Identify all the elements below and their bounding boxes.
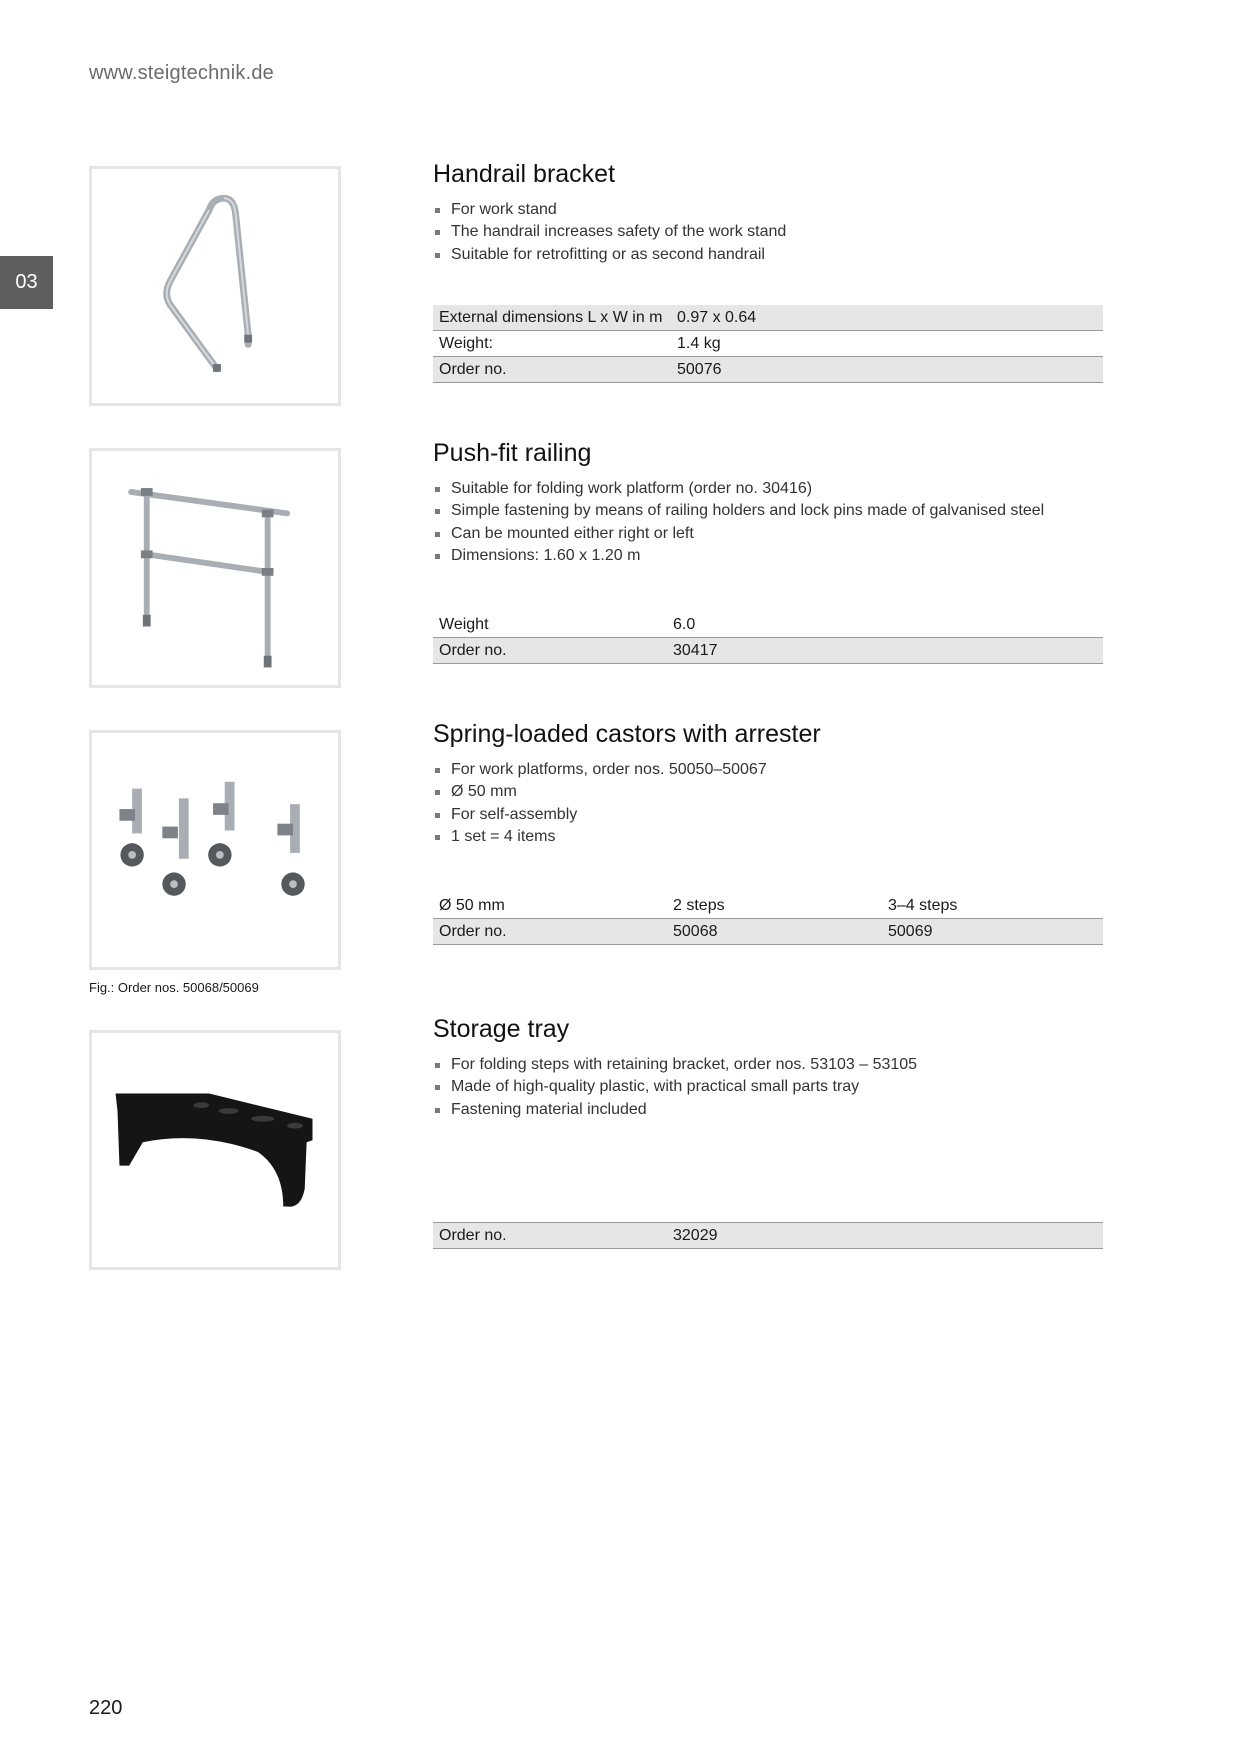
spec-row [433, 357, 1103, 383]
spec-row [433, 638, 1103, 664]
spec-header-cell: 3–4 steps [882, 893, 1103, 919]
spec-row [433, 919, 1103, 945]
feature-item: Suitable for folding work platform (order no. 30416) [433, 478, 1044, 500]
spec-label: Order no. [433, 919, 667, 945]
feature-item: Dimensions: 1.60 x 1.20 m [433, 545, 1044, 567]
spec-value: 50076 [671, 357, 1103, 383]
page-number: 220 [89, 1697, 123, 1719]
site-url: www.steigtechnik.de [89, 62, 275, 84]
spec-label: Weight [433, 612, 667, 638]
push-fit-railing-image [89, 448, 341, 688]
push-fit-railing-illustration [92, 451, 338, 685]
feature-item: For self-assembly [433, 804, 767, 826]
spec-table [433, 893, 1103, 945]
spec-label: Order no. [433, 1223, 667, 1249]
spec-header-cell: Ø 50 mm [433, 893, 667, 919]
spec-table [433, 305, 1103, 383]
castor-4 [277, 804, 304, 896]
castor-2 [162, 798, 188, 896]
spec-label: Order no. [433, 638, 667, 664]
product-title: Push-fit railing [433, 439, 592, 467]
castors-image [89, 730, 341, 970]
feature-item: For folding steps with retaining bracket, order nos. 53103 – 53105 [433, 1054, 917, 1076]
castor-3 [208, 782, 234, 867]
spec-row [433, 305, 1103, 331]
feature-item: For work platforms, order nos. 50050–50067 [433, 759, 767, 781]
castor-1 [119, 789, 143, 867]
spec-value: 32029 [667, 1223, 1103, 1249]
spec-value: 50069 [882, 919, 1103, 945]
feature-item: 1 set = 4 items [433, 826, 767, 848]
spec-value: 0.97 x 0.64 [671, 305, 1103, 331]
handrail-bracket-image [89, 166, 341, 406]
spec-label: Weight: [433, 331, 671, 357]
feature-item: Made of high-quality plastic, with practical small parts tray [433, 1076, 917, 1098]
spec-label: External dimensions L x W in m [433, 305, 671, 331]
spec-header-row [433, 893, 1103, 919]
feature-item: Can be mounted either right or left [433, 523, 1044, 545]
feature-item: Suitable for retrofitting or as second handrail [433, 244, 786, 266]
feature-list [433, 1054, 917, 1121]
spec-row [433, 331, 1103, 357]
handrail-bracket-illustration [92, 169, 338, 403]
feature-item: The handrail increases safety of the work stand [433, 221, 786, 243]
storage-tray-illustration [92, 1033, 338, 1267]
spec-table [433, 612, 1103, 664]
spec-row [433, 612, 1103, 638]
feature-list [433, 478, 1044, 568]
spec-label: Order no. [433, 357, 671, 383]
feature-list [433, 199, 786, 266]
feature-item: Ø 50 mm [433, 781, 767, 803]
castors-illustration [92, 733, 338, 967]
spec-value: 6.0 [667, 612, 1103, 638]
feature-item: Simple fastening by means of railing holders and lock pins made of galvanised steel [433, 500, 1044, 522]
figure-caption: Fig.: Order nos. 50068/50069 [89, 980, 259, 995]
feature-list [433, 759, 767, 849]
product-title: Storage tray [433, 1015, 570, 1043]
product-title: Spring-loaded castors with arrester [433, 720, 821, 748]
spec-header-cell: 2 steps [667, 893, 882, 919]
spec-value: 50068 [667, 919, 882, 945]
spec-row [433, 1223, 1103, 1249]
chapter-tab: 03 [0, 256, 53, 309]
product-title: Handrail bracket [433, 160, 616, 188]
feature-item: For work stand [433, 199, 786, 221]
storage-tray-image [89, 1030, 341, 1270]
spec-value: 30417 [667, 638, 1103, 664]
spec-table [433, 1222, 1103, 1249]
feature-item: Fastening material included [433, 1099, 917, 1121]
spec-value: 1.4 kg [671, 331, 1103, 357]
